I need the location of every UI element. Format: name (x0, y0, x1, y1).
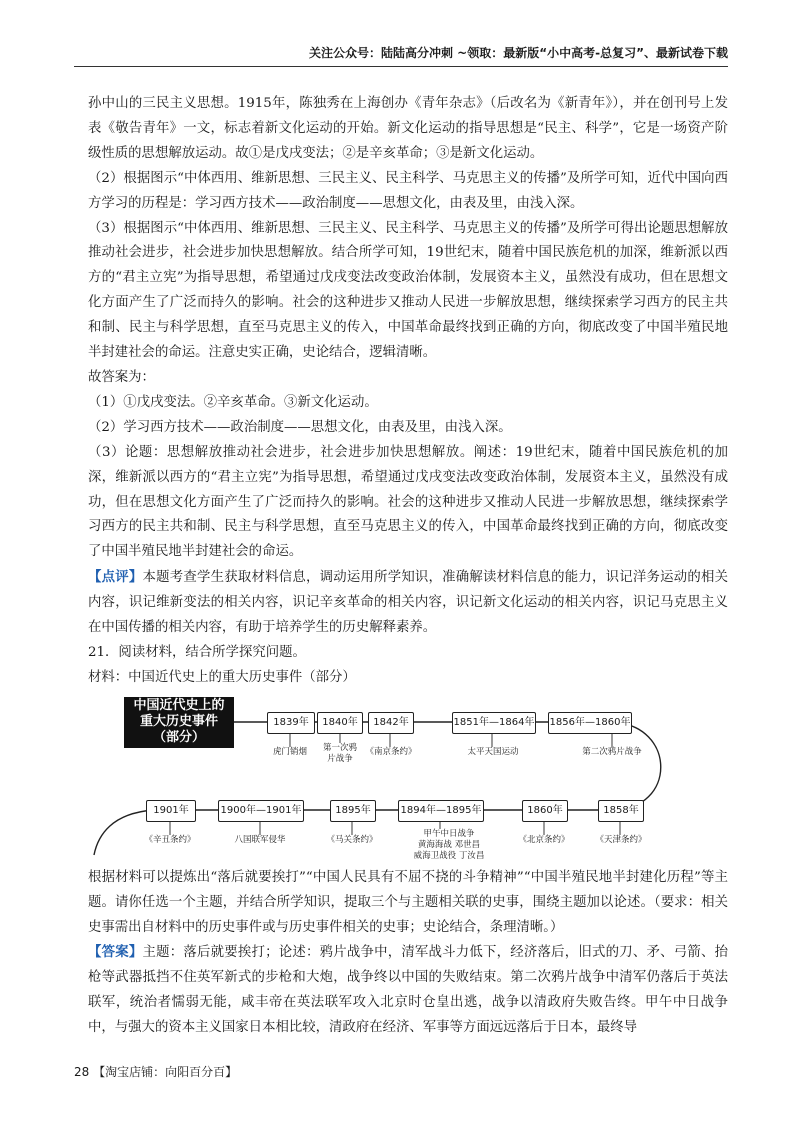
timeline-event: 八国联军侵华 (234, 834, 286, 845)
comment-paragraph (88, 565, 728, 641)
paragraph: （1）①戊戌变法。②辛亥革命。③新文化运动。 (88, 394, 378, 410)
timeline-year-1839: 1839年 (267, 712, 315, 734)
page-footer: 28 【淘宝店铺：向阳百分百】 (74, 1065, 238, 1079)
paragraph: （2）根据图示“中体西用、维新思想、三民主义、民主科学、马克思主义的传播”及所学可知，近代中国向西方学习的历程是：学习西方技术——政治制度——思想文化，由表及里，由浅入深。 (88, 170, 728, 211)
timeline-year-1851-1864: 1851年—1864年 (452, 712, 536, 734)
question-number: 21．阅读材料，结合所学探究问题。 (88, 644, 306, 660)
timeline-year-1895: 1895年 (330, 800, 376, 822)
timeline-year-1856-1860: 1856年—1860年 (548, 712, 632, 734)
timeline-year-1840: 1840年 (317, 712, 363, 734)
paragraph: 根据材料可以提炼出“落后就要挨打”“中国人民具有不屈不挠的斗争精神”“中国半殖民地半封建化历程”等主题。请你任选一个主题，并结合所学知识，提取三个与主题相关联的史事，围绕主题加以论述。（要求：相关史事需出自材料中的历史事件或与历史事件相关的史事；史论结合，条理清晰。） (88, 869, 728, 935)
timeline-event: 太平天国运动 (467, 746, 519, 757)
comment-tag: 【点评】 (88, 569, 143, 586)
answer-paragraph (88, 940, 728, 1041)
timeline-event: 第二次鸦片战争 (582, 746, 642, 757)
timeline-title: 中国近代史上的 重大历史事件 （部分） (124, 697, 234, 748)
paragraph: （3）根据图示“中体西用、维新思想、三民主义、民主科学、马克思主义的传播”及所学可得出论题思想解放推动社会进步，社会进步加快思想解放。结合所学可知，19世纪末，随着中国民族危机的加深，维新派以西方的“君主立宪”为指导思想，希望通过戊戌变法改变政治体制，发展资本主义，虽然没有成功，但在思想文化方面产生了广泛而持久的影响。社会的这种进步又推动人民进一步解放思想，继续探索学习西方的民主共和制、民主与科学思想，直至马克思主义的传入，中国革命最终找到正确的方向，彻底改变了中国半殖民地半封建社会的命运。注意史实正确，史论结合，逻辑清晰。 (88, 220, 728, 361)
material-line: 材料：中国近代史上的重大历史事件（部分） (88, 669, 356, 685)
timeline-event: 第一次鸦 片战争 (322, 742, 357, 764)
timeline-event: 《南京条约》 (365, 746, 417, 757)
comment-text: 本题考查学生获取材料信息，调动运用所学知识，准确解读材料信息的能力，识记洋务运动的相关内容，识记维新变法的相关内容，识记辛亥革命的相关内容，识记新文化运动的相关内容，识记马克思主义在中国传播的相关内容，有助于培养学生的历史解释素养。 (88, 570, 729, 636)
header-divider (74, 66, 728, 67)
paragraph: 故答案为： (88, 369, 155, 385)
answer-tag: 【答案】 (88, 944, 143, 961)
timeline-event: 《北京条约》 (518, 834, 570, 845)
timeline-year-1858: 1858年 (598, 800, 644, 822)
paragraph: 孙中山的三民主义思想。1915年，陈独秀在上海创办《青年杂志》（后改名为《新青年》），并在创刊号上发表《敬告青年》一文，标志着新文化运动的开始。新文化运动的指导思想是“民主、科学”，它是一场资产阶级性质的思想解放运动。故①是戊戌变法；②是辛亥革命；③是新文化运动。 (88, 96, 728, 161)
answer-text: 主题：落后就要挨打；论述：鸦片战争中，清军战斗力低下，经济落后，旧式的刀、矛、弓箭、抬枪等武器抵挡不住英军新式的步枪和大炮，战争终以中国的失败结束。第二次鸦片战争中清军仍落后于英法联军，统治者懦弱无能，咸丰帝在英法联军攻入北京时仓皇出逃，战争以清政府失败告终。甲午中日战争中，与强大的资本主义国家日本相比较，清政府在经济、军事等方面远远落后于日本，最终导 (88, 945, 729, 1036)
timeline-event: 甲午中日战争 黄海海战 邓世昌 威海卫战役 丁汝昌 (413, 828, 485, 861)
page-header: 关注公众号：陆陆高分冲刺 ~领取：最新版“小中高考-总复习”、最新试卷下载 (309, 46, 728, 60)
timeline-event: 虎门销烟 (272, 746, 307, 757)
timeline-event: 《马关条约》 (326, 834, 378, 845)
page-content (88, 92, 728, 1041)
timeline-event: 《辛丑条约》 (144, 834, 196, 845)
timeline-year-1860: 1860年 (522, 800, 568, 822)
timeline-year-1894-1895: 1894年—1895年 (398, 800, 484, 822)
timeline-year-1901: 1901年 (146, 800, 196, 822)
paragraph: （2）学习西方技术——政治制度——思想文化，由表及里，由浅入深。 (88, 419, 512, 435)
timeline-figure (92, 695, 672, 860)
paragraph: （3）论题：思想解放推动社会进步，社会进步加快思想解放。阐述：19世纪末，随着中国民族危机的加深，维新派以西方的“君主立宪”为指导思想，希望通过戊戌变法改变政治体制，发展资本主义，虽然没有成功，但在思想文化方面产生了广泛而持久的影响。社会的这种进步又推动人民进一步解放思想，继续探索学习西方的民主共和制、民主与科学思想，直至马克思主义的传入，中国革命最终找到正确的方向，彻底改变了中国半殖民地半封建社会的命运。 (88, 444, 728, 560)
timeline-year-1900-1901: 1900年—1901年 (218, 800, 304, 822)
timeline-event: 《天津条约》 (595, 834, 647, 845)
timeline-year-1842: 1842年 (368, 712, 414, 734)
